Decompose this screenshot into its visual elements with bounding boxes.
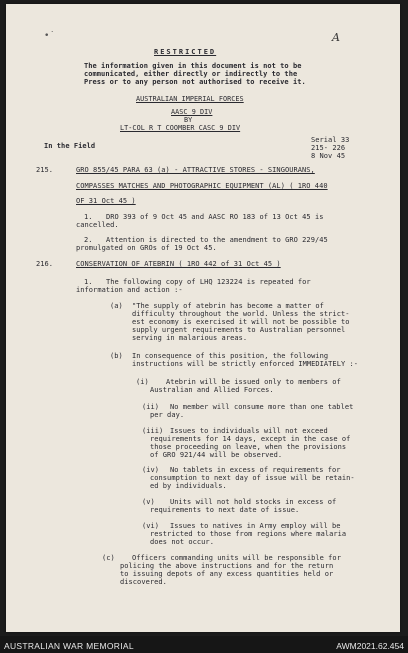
archive-footer: [0, 636, 408, 653]
item-215-para2-line-1: Attention is directed to the amendment to GRO 229/45: [106, 236, 328, 244]
force-heading: AUSTRALIAN IMPERIAL FORCES: [136, 95, 244, 103]
subitem-i-line-1: Atebrin will be issued only to members of: [166, 378, 341, 386]
subitem-iii-label: (iii): [142, 427, 164, 435]
item-216-a-line-3: est economy is exercised it will not be possible to: [132, 318, 350, 326]
subitem-v-line-1: Units will not hold stocks in excess of: [170, 498, 337, 506]
item-215-number: 215.: [36, 166, 54, 174]
item-216-a-line-2: difficulty throughout the world. Unless the strict-: [132, 310, 350, 318]
item-216-a-line-1: "The supply of atebrin has become a matter of: [132, 302, 324, 310]
unit-heading: AASC 9 DIV: [171, 108, 213, 116]
item-216-c-line-1: Officers commanding units will be responsible for: [132, 554, 341, 562]
item-216-c-line-2: policing the above instructions and for the return: [120, 562, 334, 570]
item-216-para1-line-1: The following copy of LHQ 123224 is repeated for: [106, 278, 311, 286]
item-216-number: 216.: [36, 260, 54, 268]
classification-heading: RESTRICTED: [154, 48, 217, 56]
subitem-ii-line-1: No member will consume more than one tablet: [170, 403, 354, 411]
corner-mark: A: [332, 31, 340, 44]
item-216-c-line-3: to issuing depots of any excess quantities held or: [120, 570, 334, 578]
item-215-para1-label: 1.: [84, 213, 93, 221]
item-216-para1-line-2: information and action :-: [76, 286, 183, 294]
serial-range: 215- 226: [311, 144, 346, 152]
item-215-para2-label: 2.: [84, 236, 93, 244]
subitem-iii-line-4: of GRO 921/44 will be observed.: [150, 451, 283, 459]
place-label: In the Field: [44, 142, 96, 150]
subitem-iii-line-2: requirements for 14 days, except in the case of: [150, 435, 351, 443]
item-216-c-label: (c): [102, 554, 115, 562]
item-215-para1-line-1: DRO 393 of 9 Oct 45 and AASC RO 183 of 13 Oct 45 is: [106, 213, 324, 221]
document-page: [6, 4, 400, 632]
item-216-b-line-2: instructions will be strictly enforced IMMEDIATELY :-: [132, 360, 359, 368]
subitem-v-label: (v): [142, 498, 155, 506]
item-215-para2-line-2: promulgated on GROs of 19 Oct 45.: [76, 244, 217, 252]
item-216-b-line-1: In consequence of this position, the following: [132, 352, 329, 360]
notice-line-1: The information given in this document is not to be: [84, 62, 302, 70]
subitem-i-line-2: Australian and Allied Forces.: [150, 386, 274, 394]
margin-marks: •˙: [44, 31, 55, 41]
serial-number: Serial 33: [311, 136, 350, 144]
subitem-iv-line-2: consumption to next day of issue will be retain-: [150, 474, 355, 482]
subitem-iii-line-3: those proceeding on leave, when the provisions: [150, 443, 347, 451]
commander-heading: LT-COL R T COOMBER CASC 9 DIV: [120, 124, 241, 132]
notice-line-3: Press or to any person not authorised to receive it.: [84, 78, 306, 86]
subitem-iv-label: (iv): [142, 466, 160, 474]
item-215-para1-line-2: cancelled.: [76, 221, 119, 229]
item-216-title: CONSERVATION OF ATEBRIN ( 1RO 442 of 31 Oct 45 ): [76, 260, 281, 268]
subitem-vi-line-3: does not occur.: [150, 538, 214, 546]
subitem-vi-line-2: restricted to those from regions where malaria: [150, 530, 347, 538]
subitem-iv-line-3: ed by individuals.: [150, 482, 227, 490]
by-line: BY: [184, 116, 193, 124]
item-216-c-line-4: discovered.: [120, 578, 167, 586]
item-216-para1-label: 1.: [84, 278, 93, 286]
subitem-ii-line-2: per day.: [150, 411, 185, 419]
item-216-b-label: (b): [110, 352, 123, 360]
subitem-i-label: (i): [136, 378, 149, 386]
subitem-vi-label: (vi): [142, 522, 160, 530]
subitem-ii-label: (ii): [142, 403, 160, 411]
item-215-title-1: GRO 855/45 PARA 63 (a) - ATTRACTIVE STORES - SINGOURANS,: [76, 166, 315, 174]
document-date: 8 Nov 45: [311, 152, 346, 160]
subitem-vi-line-1: Issues to natives in Army employ will be: [170, 522, 341, 530]
item-215-title-3: OF 31 Oct 45 ): [76, 197, 136, 205]
subitem-v-line-2: requirements to next date of issue.: [150, 506, 300, 514]
item-216-a-line-5: serving in malarious areas.: [132, 334, 248, 342]
item-216-a-label: (a): [110, 302, 123, 310]
item-215-title-2: COMPASSES MATCHES AND PHOTOGRAPHIC EQUIPMENT (AL) ( 1RO 440: [76, 182, 328, 190]
subitem-iii-line-1: Issues to individuals will not exceed: [170, 427, 328, 435]
subitem-iv-line-1: No tablets in excess of requirements for: [170, 466, 341, 474]
item-216-a-line-4: supply urgent requirements to Australian personnel: [132, 326, 346, 334]
archive-name: AUSTRALIAN WAR MEMORIAL: [4, 641, 134, 651]
archive-reference: AWM2021.62.454: [336, 641, 404, 651]
notice-line-2: communicated, either directly or indirectly to the: [84, 70, 298, 78]
